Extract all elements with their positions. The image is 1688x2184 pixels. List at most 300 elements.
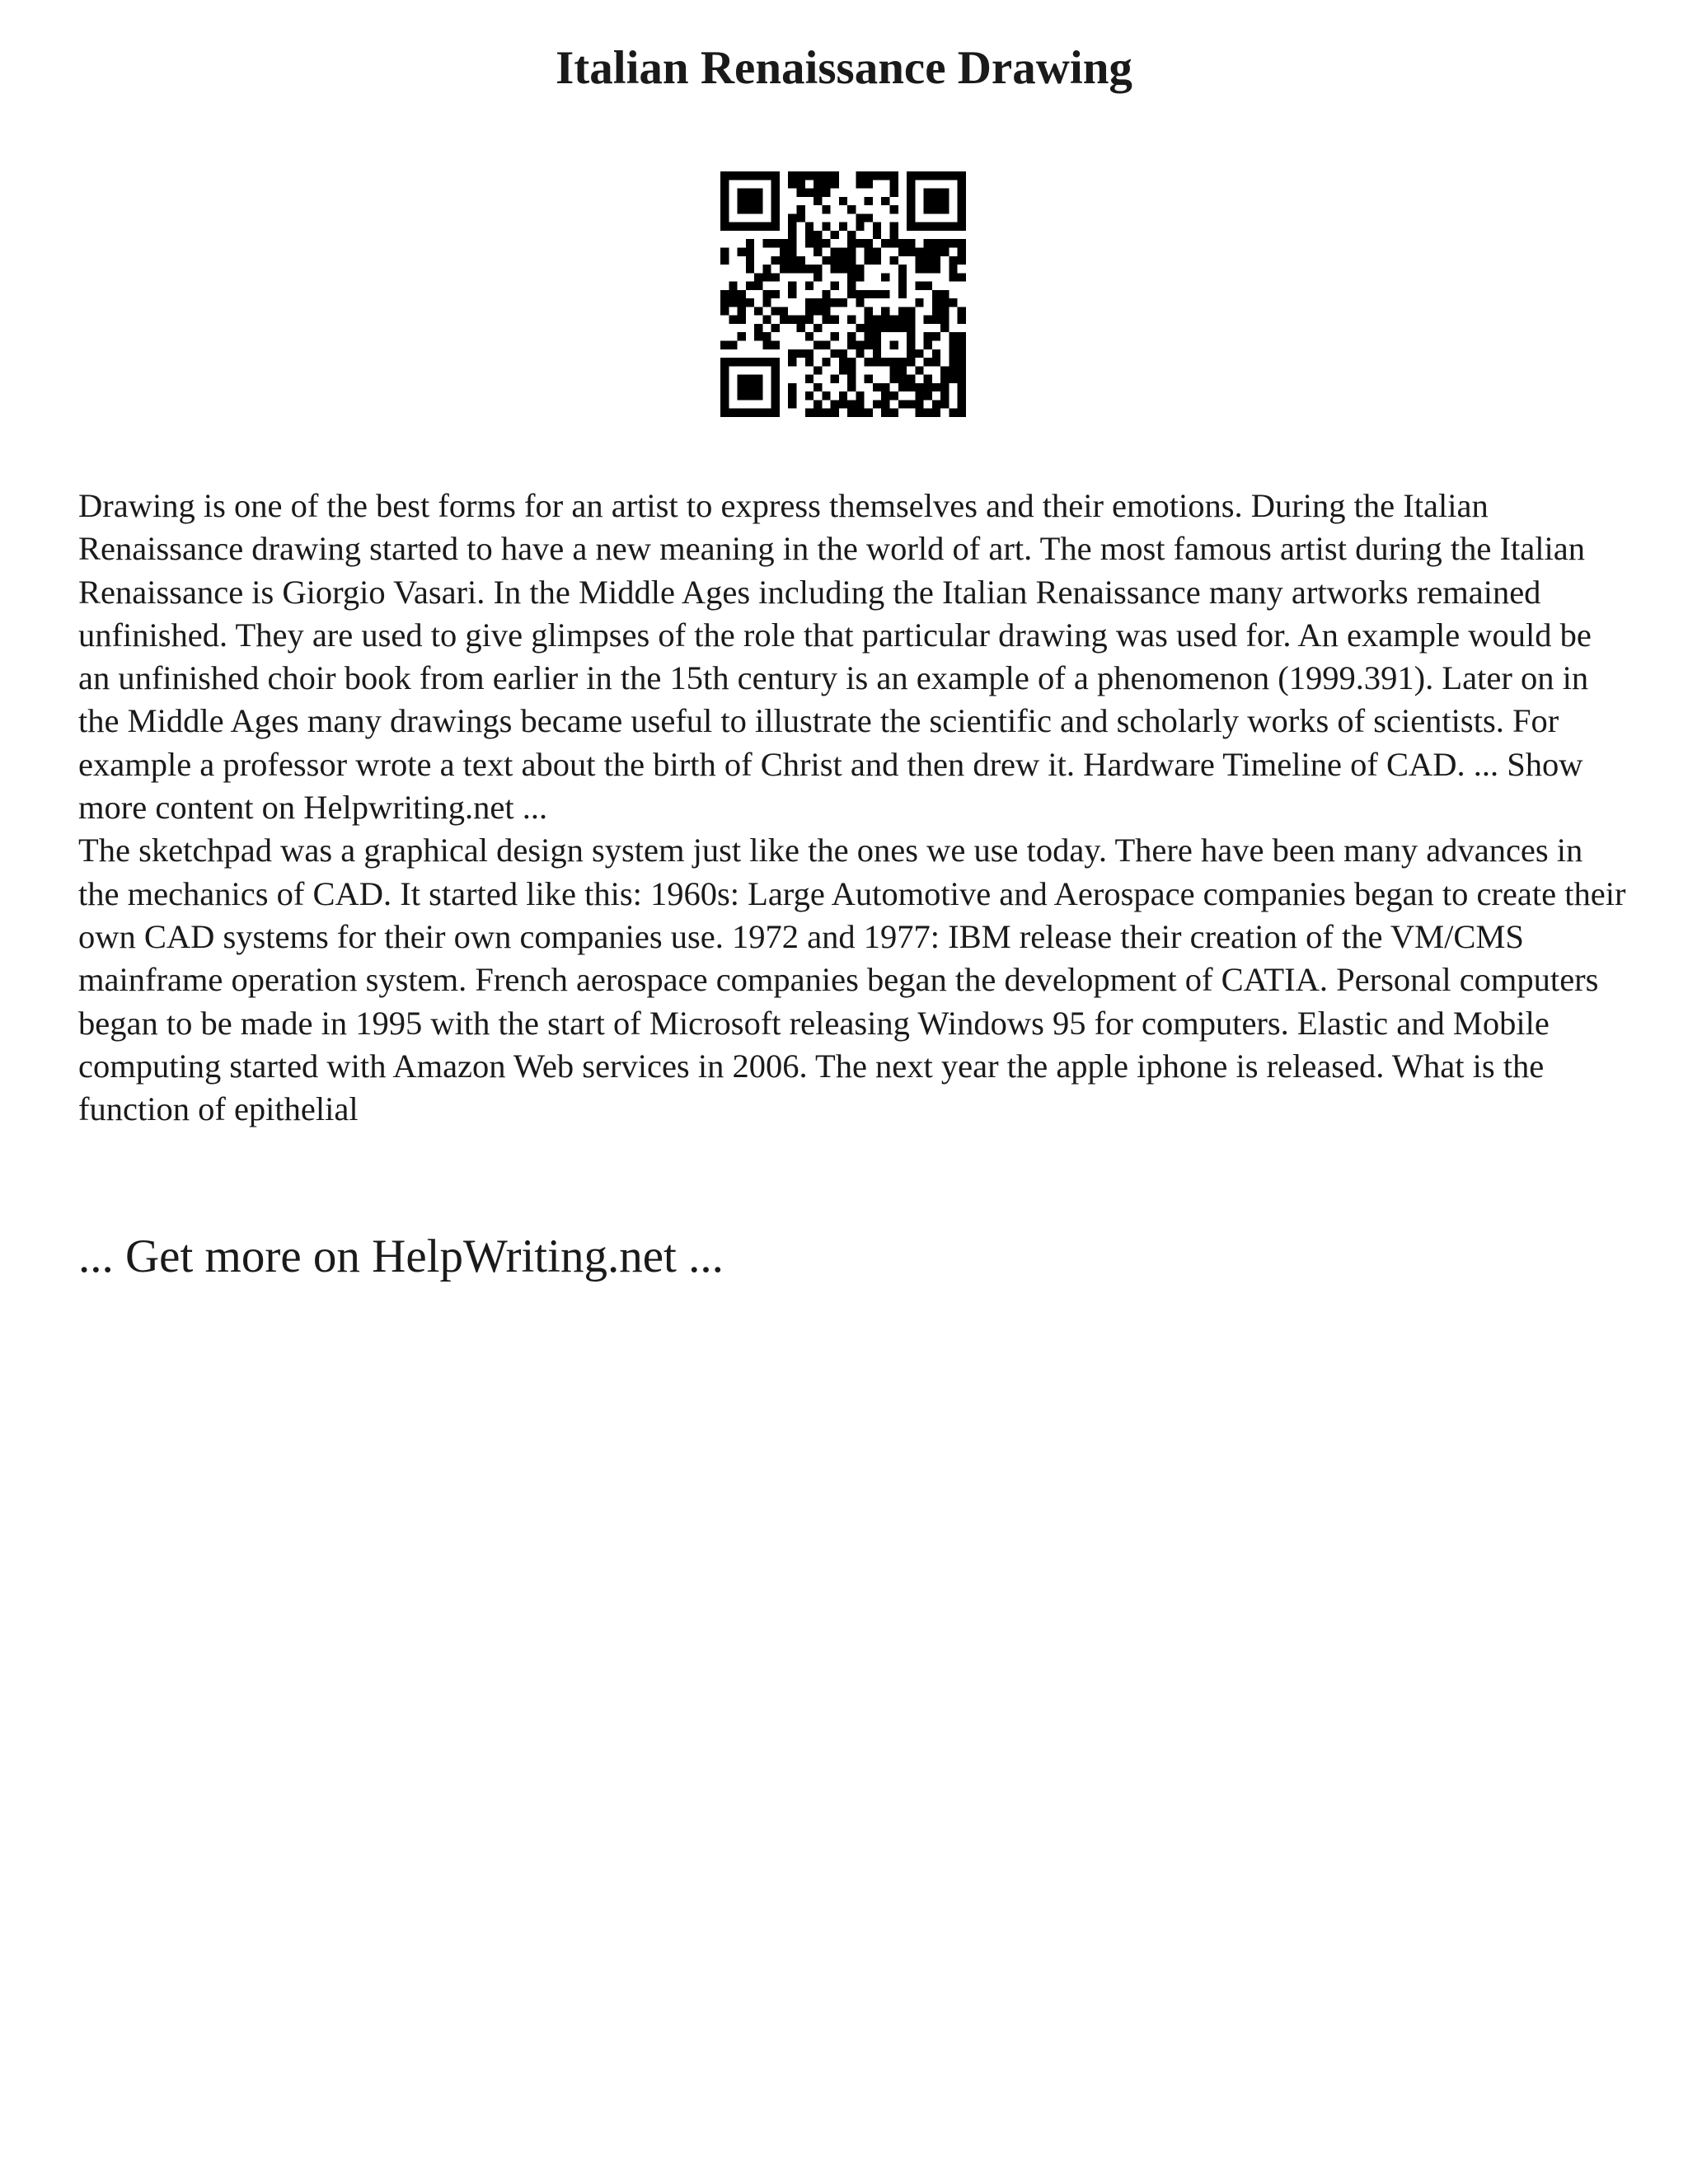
qr-module <box>839 391 847 400</box>
qr-module <box>720 189 729 197</box>
qr-module <box>771 358 780 366</box>
qr-module <box>907 213 915 222</box>
qr-module <box>847 231 856 239</box>
qr-module <box>814 409 822 417</box>
qr-module <box>729 316 737 324</box>
qr-module <box>805 282 814 290</box>
qr-module <box>814 341 822 349</box>
qr-module <box>915 391 923 400</box>
qr-module <box>839 366 847 374</box>
qr-module <box>746 239 754 247</box>
qr-module <box>746 409 754 417</box>
qr-module <box>940 391 949 400</box>
qr-module <box>898 316 907 324</box>
qr-module <box>738 247 746 255</box>
qr-module <box>932 307 940 315</box>
qr-module <box>754 197 762 205</box>
qr-module <box>762 273 771 281</box>
qr-module <box>881 239 889 247</box>
qr-module <box>746 298 754 307</box>
qr-module <box>958 341 966 349</box>
qr-module <box>856 341 864 349</box>
qr-module <box>746 223 754 231</box>
qr-module <box>847 366 856 374</box>
qr-module <box>847 358 856 366</box>
qr-module <box>873 383 881 391</box>
qr-module <box>720 409 729 417</box>
qr-module <box>814 400 822 408</box>
qr-module <box>814 366 822 374</box>
qr-module <box>788 213 796 222</box>
qr-module <box>831 247 839 255</box>
qr-module <box>924 247 932 255</box>
qr-module <box>746 256 754 265</box>
qr-module <box>873 358 881 366</box>
qr-module <box>805 298 814 307</box>
qr-module <box>814 247 822 255</box>
qr-module <box>796 171 804 180</box>
qr-module <box>940 307 949 315</box>
qr-module <box>890 239 898 247</box>
qr-module <box>754 332 762 340</box>
qr-module <box>924 205 932 213</box>
qr-module <box>958 409 966 417</box>
qr-module <box>881 409 889 417</box>
qr-module <box>720 375 729 383</box>
qr-module <box>847 265 856 273</box>
qr-module <box>738 307 746 315</box>
qr-module <box>729 409 737 417</box>
qr-module <box>847 341 856 349</box>
qr-module <box>805 189 814 197</box>
qr-module <box>949 332 957 340</box>
qr-code-graphic <box>720 171 966 417</box>
qr-module <box>780 307 788 315</box>
qr-module <box>915 298 923 307</box>
qr-module <box>762 358 771 366</box>
qr-module <box>805 358 814 366</box>
qr-module <box>958 247 966 255</box>
qr-module <box>788 171 796 180</box>
qr-module <box>720 366 729 374</box>
qr-module <box>822 223 830 231</box>
qr-module <box>831 231 839 239</box>
qr-module <box>890 180 898 188</box>
qr-module <box>780 316 788 324</box>
qr-module <box>831 332 839 340</box>
qr-module <box>788 349 796 358</box>
qr-module <box>932 239 940 247</box>
qr-module <box>958 223 966 231</box>
qr-module <box>805 332 814 340</box>
qr-module <box>839 265 847 273</box>
qr-module <box>865 239 873 247</box>
qr-module <box>822 409 830 417</box>
qr-module <box>924 409 932 417</box>
qr-module <box>720 213 729 222</box>
qr-module <box>873 290 881 298</box>
qr-module <box>898 290 907 298</box>
qr-module <box>805 265 814 273</box>
qr-module <box>805 316 814 324</box>
qr-module <box>805 349 814 358</box>
qr-module <box>738 383 746 391</box>
qr-module <box>907 400 915 408</box>
qr-module <box>856 265 864 273</box>
qr-module <box>762 171 771 180</box>
qr-module <box>949 223 957 231</box>
qr-module <box>924 282 932 290</box>
qr-module <box>915 265 923 273</box>
qr-module <box>788 383 796 391</box>
qr-module <box>958 239 966 247</box>
qr-module <box>788 231 796 239</box>
qr-module <box>788 223 796 231</box>
qr-module <box>814 265 822 273</box>
qr-module <box>907 239 915 247</box>
qr-module <box>865 256 873 265</box>
qr-module <box>738 205 746 213</box>
qr-module <box>873 256 881 265</box>
qr-module <box>865 171 873 180</box>
qr-module <box>881 171 889 180</box>
qr-module <box>796 213 804 222</box>
qr-module <box>907 247 915 255</box>
qr-module <box>932 171 940 180</box>
qr-module <box>924 189 932 197</box>
qr-module <box>932 409 940 417</box>
qr-module <box>865 409 873 417</box>
paragraph-2: The sketchpad was a graphical design system just like the ones we use today. There have been many advances in the mechanics of CAD. It started like this: 1960s: Large Automotive and Aerospace companies began to create their own CAD systems for their own companies use. 1972 and 1977: IBM release their creation of the VM/CMS mainframe operation system. French aerospace companies began the development of CATIA. Personal computers began to be made in 1995 with the start of Microsoft releasing Windows 95 for computers. Elastic and Mobile computing started with Amazon Web services in 2006. The next year the apple iphone is released. What is the function of epithelial <box>78 832 1626 1128</box>
qr-module <box>907 205 915 213</box>
qr-module <box>720 341 729 349</box>
qr-module <box>881 358 889 366</box>
qr-module <box>898 247 907 255</box>
qr-module <box>890 256 898 265</box>
qr-module <box>839 358 847 366</box>
qr-module <box>856 391 864 400</box>
qr-module <box>958 349 966 358</box>
qr-module <box>873 341 881 349</box>
qr-module <box>958 307 966 315</box>
qr-module <box>856 409 864 417</box>
qr-module <box>805 239 814 247</box>
qr-module <box>822 298 830 307</box>
qr-module <box>915 400 923 408</box>
qr-module <box>940 290 949 298</box>
qr-module <box>746 247 754 255</box>
qr-module <box>805 375 814 383</box>
qr-module <box>738 391 746 400</box>
qr-module <box>822 358 830 366</box>
qr-module <box>796 265 804 273</box>
qr-module <box>796 349 804 358</box>
qr-module <box>729 341 737 349</box>
qr-module <box>805 223 814 231</box>
qr-module <box>907 171 915 180</box>
qr-module <box>762 223 771 231</box>
qr-module <box>924 171 932 180</box>
qr-module <box>805 171 814 180</box>
qr-module <box>907 341 915 349</box>
qr-module <box>856 298 864 307</box>
qr-module <box>762 239 771 247</box>
qr-module <box>746 265 754 273</box>
qr-module <box>890 341 898 349</box>
qr-module <box>865 358 873 366</box>
qr-module <box>771 171 780 180</box>
qr-module <box>738 375 746 383</box>
qr-module <box>873 171 881 180</box>
qr-module <box>932 332 940 340</box>
qr-module <box>949 273 957 281</box>
qr-module <box>771 366 780 374</box>
qr-module <box>720 171 729 180</box>
qr-module <box>738 298 746 307</box>
qr-module <box>831 180 839 188</box>
qr-module <box>738 316 746 324</box>
qr-module <box>924 391 932 400</box>
qr-module <box>898 400 907 408</box>
qr-module <box>932 358 940 366</box>
qr-module <box>796 256 804 265</box>
qr-module <box>915 349 923 358</box>
qr-module <box>898 282 907 290</box>
qr-module <box>873 400 881 408</box>
qr-module <box>924 341 932 349</box>
qr-module <box>746 282 754 290</box>
qr-module <box>831 298 839 307</box>
qr-module <box>762 298 771 307</box>
qr-module <box>865 375 873 383</box>
qr-module <box>839 400 847 408</box>
qr-module <box>746 383 754 391</box>
qr-module <box>814 383 822 391</box>
qr-module <box>847 316 856 324</box>
qr-module <box>940 205 949 213</box>
qr-module <box>839 247 847 255</box>
qr-module <box>932 316 940 324</box>
qr-module <box>898 324 907 332</box>
qr-module <box>746 171 754 180</box>
qr-module <box>720 383 729 391</box>
qr-module <box>738 223 746 231</box>
qr-module <box>915 366 923 374</box>
qr-module <box>814 239 822 247</box>
qr-module <box>932 383 940 391</box>
qr-module <box>796 205 804 213</box>
qr-module <box>831 400 839 408</box>
qr-module <box>940 375 949 383</box>
qr-module <box>831 409 839 417</box>
qr-module <box>865 332 873 340</box>
qr-module <box>814 298 822 307</box>
qr-module <box>932 189 940 197</box>
qr-module <box>720 290 729 298</box>
qr-module <box>788 400 796 408</box>
qr-module <box>940 298 949 307</box>
qr-module <box>932 290 940 298</box>
qr-module <box>940 239 949 247</box>
qr-module <box>822 239 830 247</box>
qr-module <box>720 256 729 265</box>
qr-module <box>831 171 839 180</box>
qr-module <box>856 223 864 231</box>
qr-module <box>847 409 856 417</box>
qr-module <box>738 171 746 180</box>
qr-module <box>890 358 898 366</box>
qr-module <box>881 400 889 408</box>
qr-module <box>924 197 932 205</box>
qr-module <box>729 358 737 366</box>
qr-module <box>907 189 915 197</box>
qr-module <box>839 298 847 307</box>
qr-module <box>924 358 932 366</box>
qr-module <box>814 171 822 180</box>
qr-module <box>771 400 780 408</box>
qr-module <box>822 180 830 188</box>
qr-module <box>924 375 932 383</box>
qr-module <box>814 180 822 188</box>
qr-module <box>898 358 907 366</box>
qr-module <box>865 247 873 255</box>
qr-module <box>814 307 822 315</box>
qr-module <box>940 223 949 231</box>
qr-module <box>873 349 881 358</box>
qr-module <box>890 409 898 417</box>
qr-module <box>729 298 737 307</box>
qr-module <box>796 316 804 324</box>
qr-module <box>881 273 889 281</box>
qr-module <box>949 265 957 273</box>
qr-module <box>890 391 898 400</box>
qr-module <box>831 349 839 358</box>
qr-module <box>932 298 940 307</box>
qr-module <box>720 223 729 231</box>
qr-module <box>720 197 729 205</box>
qr-module <box>780 247 788 255</box>
qr-module <box>865 307 873 315</box>
qr-module <box>822 189 830 197</box>
qr-module <box>932 349 940 358</box>
qr-module <box>822 316 830 324</box>
qr-module <box>831 256 839 265</box>
qr-module <box>771 324 780 332</box>
qr-module <box>873 231 881 239</box>
qr-module <box>932 265 940 273</box>
qr-module <box>738 290 746 298</box>
qr-module <box>865 180 873 188</box>
qr-module <box>890 324 898 332</box>
qr-module <box>746 375 754 383</box>
qr-module <box>754 189 762 197</box>
qr-module <box>958 171 966 180</box>
qr-module <box>771 180 780 188</box>
qr-module <box>932 197 940 205</box>
qr-module <box>780 239 788 247</box>
qr-module <box>814 189 822 197</box>
qr-module <box>847 375 856 383</box>
qr-module <box>746 205 754 213</box>
qr-module <box>907 383 915 391</box>
qr-module <box>856 290 864 298</box>
qr-module <box>890 189 898 197</box>
qr-module <box>915 256 923 265</box>
paragraph-1: Drawing is one of the best forms for an artist to express themselves and their emotions. During the Italian Renaissance drawing started to have a new meaning in the world of art. The most famous artist during the Italian Renaissance is Giorgio Vasari. In the Middle Ages including the Italian Renaissance many artworks remained unfinished. They are used to give glimpses of the role that particular drawing was used for. An example would be an unfinished choir book from earlier in the 15th century is an example of a phenomenon (1999.391). Later on in the Middle Ages many drawings became useful to illustrate the scientific and scholarly works of scientists. For example a professor wrote a text about the birth of Christ and then drew it. Hardware Timeline of CAD. ... Show more content on Helpwriting.net ... <box>78 487 1592 827</box>
qr-module <box>949 171 957 180</box>
qr-module <box>940 189 949 197</box>
qr-module <box>958 391 966 400</box>
qr-module <box>746 391 754 400</box>
qr-module <box>856 273 864 281</box>
qr-module <box>958 180 966 188</box>
qr-module <box>780 265 788 273</box>
qr-module <box>907 197 915 205</box>
qr-module <box>805 231 814 239</box>
qr-module <box>788 316 796 324</box>
qr-module <box>940 247 949 255</box>
qr-module <box>771 239 780 247</box>
qr-module <box>856 180 864 188</box>
qr-module <box>949 375 957 383</box>
qr-module <box>958 375 966 383</box>
qr-module <box>754 409 762 417</box>
qr-module <box>915 409 923 417</box>
qr-module <box>873 332 881 340</box>
qr-module <box>805 307 814 315</box>
qr-module <box>949 239 957 247</box>
qr-module <box>738 189 746 197</box>
qr-module <box>898 239 907 247</box>
get-more-link[interactable]: ... Get more on HelpWriting.net ... <box>78 1230 724 1282</box>
qr-module <box>890 316 898 324</box>
qr-module <box>924 383 932 391</box>
qr-module <box>958 189 966 197</box>
qr-module <box>822 205 830 213</box>
qr-module <box>940 197 949 205</box>
qr-module <box>881 316 889 324</box>
qr-module <box>898 307 907 315</box>
qr-module <box>771 409 780 417</box>
qr-module <box>762 332 771 340</box>
qr-module <box>754 358 762 366</box>
qr-module <box>762 290 771 298</box>
qr-module <box>881 383 889 391</box>
qr-module <box>890 171 898 180</box>
qr-module <box>958 197 966 205</box>
qr-module <box>890 366 898 374</box>
qr-module <box>958 256 966 265</box>
qr-module <box>831 375 839 383</box>
qr-module <box>746 358 754 366</box>
qr-module <box>907 223 915 231</box>
qr-module <box>822 341 830 349</box>
qr-module <box>796 189 804 197</box>
qr-module <box>873 247 881 255</box>
qr-module <box>822 256 830 265</box>
qr-module <box>932 205 940 213</box>
qr-module <box>839 256 847 265</box>
qr-module <box>865 324 873 332</box>
qr-module <box>915 383 923 391</box>
qr-module <box>890 205 898 213</box>
qr-module <box>720 400 729 408</box>
qr-module <box>873 223 881 231</box>
qr-module <box>881 197 889 205</box>
qr-module <box>856 239 864 247</box>
qr-module <box>729 223 737 231</box>
qr-module <box>932 223 940 231</box>
